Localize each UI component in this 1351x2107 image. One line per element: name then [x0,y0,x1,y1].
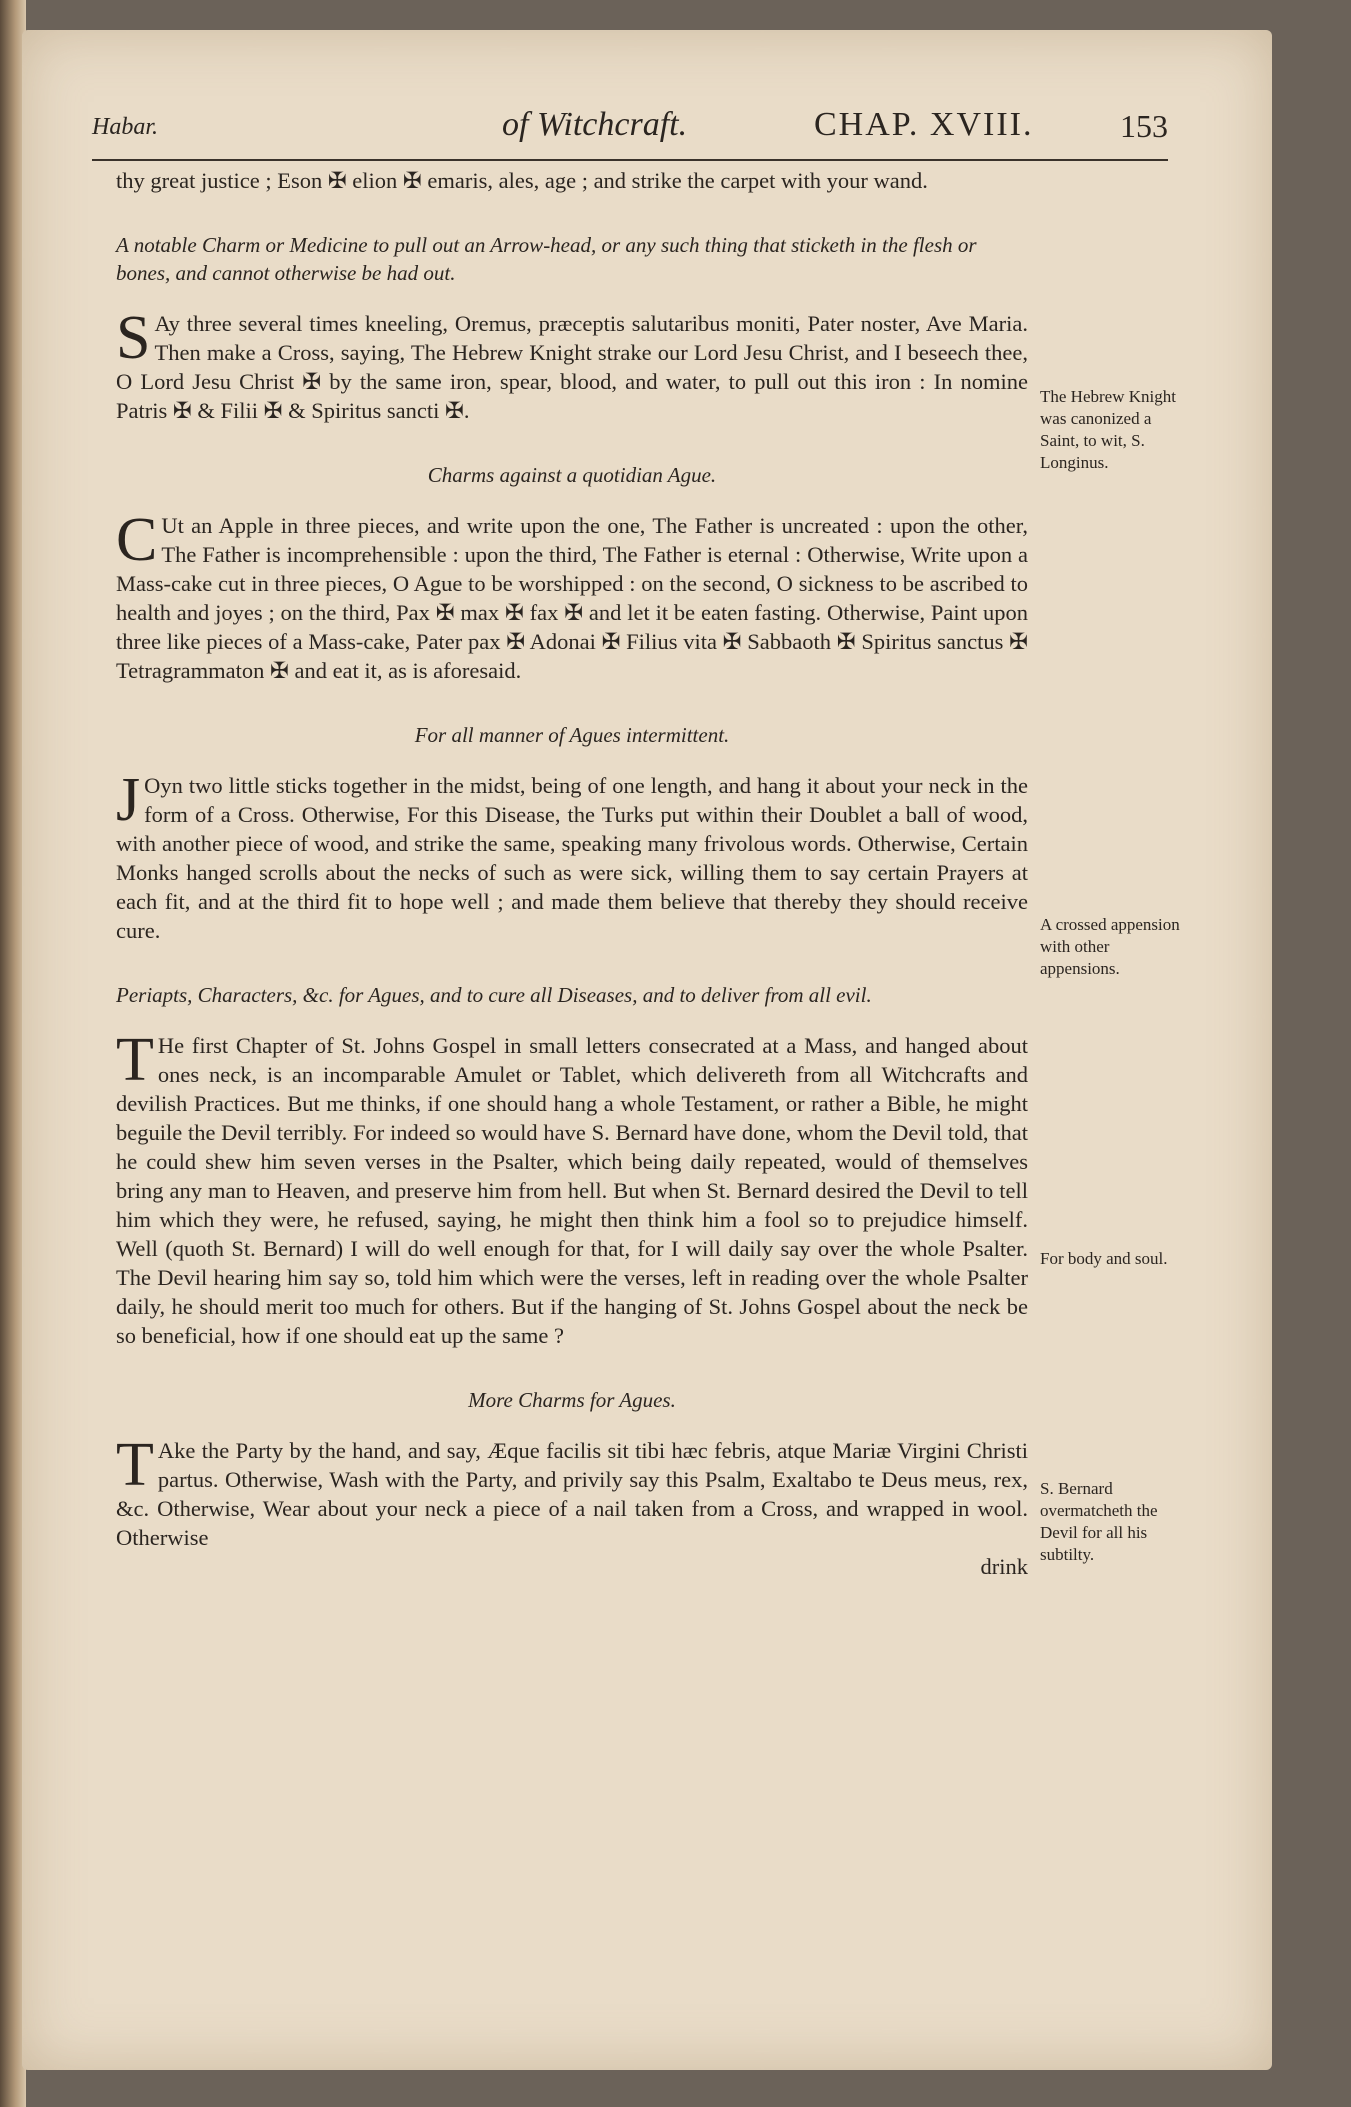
running-header [92,106,1168,150]
section-title-arrow-charm: A notable Charm or Medicine to pull out an Arrow-head, or any such thing that sticketh in the flesh or bones, and cannot otherwise be had out. [116,233,977,285]
header-chapter: CHAP. XVIII. [814,106,1034,143]
paragraph-continuation: thy great justice ; Eson ✠ elion ✠ emaris, ales, age ; and strike the carpet with your wand. [116,168,928,193]
paragraph-quotidian-ague: C Ut an Apple in three pieces, and write upon the one, The Father is uncreated : upon the other, The Father is incomprehensible : upon the third, The Father is eternal : Otherwise, Write upon a Mass-cake cut in three pieces, O Ague to be worshipped : on the second, O sickness to be ascribed to health and joyes ; on the third, Pax ✠ max ✠ fax ✠ and let it be eaten fasting. Otherwise, Paint upon three like pieces of a Mass-cake, Pater pax ✠ Adonai ✠ Filius vita ✠ Sabbaoth ✠ Spiritus sanctus ✠ Tetragrammaton ✠ and eat it, as is aforesaid. [116,506,1028,683]
drop-cap: S [116,304,151,372]
page-number: 153 [1120,108,1168,144]
drop-cap: J [116,766,141,834]
main-text [116,166,1028,1581]
header-left: Habar. [92,114,159,140]
paragraph-arrow-charm: S Ay three several times kneeling, Oremus, præceptis salutaribus moniti, Pater noster, Ave Maria. Then make a Cross, saying, The Hebrew Knight strake our Lord Jesu Christ, and I beseech thee, O Lord Jesu Christ ✠ by the same iron, spear, blood, and water, to pull out this iron : In nomine Patris ✠ & Filii ✠ & Spiritus sancti ✠. [116,304,1028,423]
section-title-quotidian-ague: Charms against a quotidian Ague. [427,463,717,487]
drop-cap: T [116,1431,154,1499]
margin-note: The Hebrew Knight was canonized a Saint, to wit, S. Longinus. [1040,387,1176,472]
margin-note: For body and soul. [1040,1249,1168,1268]
section-title-more-charms: More Charms for Agues. [468,1388,676,1412]
header-title: of Witchcraft. [502,106,688,143]
header-rule [92,159,1168,161]
section-title-intermittent-agues: For all manner of Agues intermittent. [414,723,730,747]
paragraph-more-charms: T Ake the Party by the hand, and say, Æque facilis sit tibi hæc febris, atque Mariæ Virgini Christi partus. Otherwise, Wash with the Party, and privily say this Psalm, Exaltabo te Deus meus, rex, &c. Otherwise, Wear about your neck a piece of a nail taken from a Cross, and wrapped in wool. Otherwise [116,1431,1028,1550]
margin-note: A crossed appension with other appensions. [1040,915,1180,978]
catchword: drink [980,1554,1028,1579]
drop-cap: T [116,1026,154,1094]
margin-note: S. Bernard overmatcheth the Devil for all his subtilty. [1040,1479,1158,1564]
paragraph-intermittent-agues: J Oyn two little sticks together in the midst, being of one length, and hang it about your neck in the form of a Cross. Otherwise, For this Disease, the Turks put within their Doublet a ball of wood, with another piece of wood, and strike the same, speaking many frivolous words. Otherwise, Certain Monks hanged scrolls about the necks of such as were sick, willing them to say certain Prayers at each fit, and at the third fit to hope well ; and made them believe that thereby they should receive cure. [116,766,1028,943]
drop-cap: C [116,506,158,574]
section-title-periapts: Periapts, Characters, &c. for Agues, and to cure all Diseases, and to deliver from all evil. [116,983,872,1007]
paragraph-periapts: T He first Chapter of St. Johns Gospel in small letters consecrated at a Mass, and hanged about ones neck, is an incomparable Amulet or Tablet, which delivereth from all Witchcrafts and devilish Practices. But me thinks, if one should hang a whole Testament, or rather a Bible, he might beguile the Devil terribly. For indeed so would have S. Bernard have done, whom the Devil told, that he could shew him seven verses in the Psalter, which being daily repeated, would of themselves bring any man to Heaven, and preserve him from hell. But when St. Bernard desired the Devil to tell him which they were, he refused, saying, he might then think him a fool so to prejudice himself. Well (quoth St. Bernard) I will do well enough for that, for I will daily say over the whole Psalter. The Devil hearing him say so, told him which were the verses, left in reading over the whole Psalter daily, he should merit too much for others. But if the hanging of St. Johns Gospel about the neck be so beneficial, how if one should eat up the same ? [116,1026,1028,1348]
